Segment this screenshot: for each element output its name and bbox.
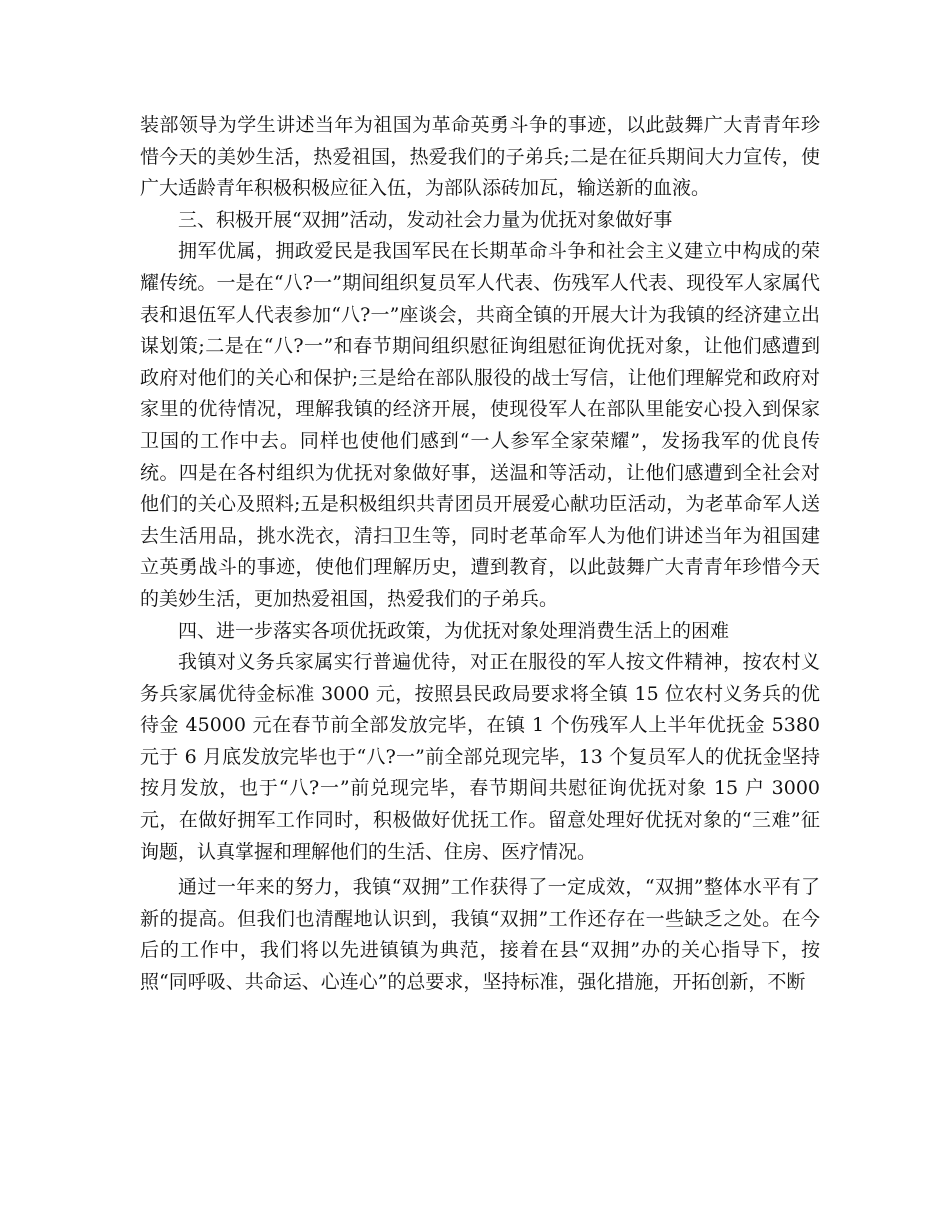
section-heading-4: 四、进一步落实各项优抚政策，为优抚对象处理消费生活上的困难	[178, 619, 730, 642]
paragraph-summary: 通过一年来的努力，我镇“双拥”工作获得了一定成效，“双拥”整体水平有了新的提高。但我们也清醒地认识到，我镇“双拥”工作还存在一些缺乏之处。在今后的工作中，我们将以先进镇镇为典范，接着在县“双拥”办的关心指导下，按照“同呼吸、共命运、心连心”的总要求，坚持标准，强化措施，开拓创新，不断	[140, 876, 820, 994]
section-heading-3: 三、积极开展“双拥”活动，发动社会力量为优抚对象做好事	[178, 208, 673, 231]
paragraph-continuation: 装部领导为学生讲述当年为祖国为革命英勇斗争的事迹，以此鼓舞广大青青年珍惜今天的美妙生活，热爱祖国，热爱我们的子弟兵;二是在征兵期间大力宣传，使广大适龄青年积极积极应征入伍，为部队添砖加瓦，输送新的血液。	[140, 114, 820, 200]
document-body	[140, 110, 820, 999]
paragraph-support-military: 拥军优属，拥政爱民是我国军民在长期革命斗争和社会主义建立中构成的荣耀传统。一是在“八?一”期间组织复员军人代表、伤残军人代表、现役军人家属代表和退伍军人代表参加“八?一”座谈会，共商全镇的开展大计为我镇的经济建立出谋划策;二是在“八?一”和春节期间组织慰征询组慰征询优抚对象，让他们感遭到政府对他们的关心和保护;三是给在部队服役的战士写信，让他们理解党和政府对家里的优待情况，理解我镇的经济开展，使现役军人在部队里能安心投入到保家卫国的工作中去。同样也使他们感到“一人参军全家荣耀”，发扬我军的优良传统。四是在各村组织为优抚对象做好事，送温和等活动，让他们感遭到全社会对他们的关心及照料;五是积极组织共青团员开展爱心献功臣活动，为老革命军人送去生活用品，挑水洗衣，清扫卫生等，同时老革命军人为他们讲述当年为祖国建立英勇战斗的事迹，使他们理解历史，遭到教育，以此鼓舞广大青青年珍惜今天的美妙生活，更加热爱祖国，热爱我们的子弟兵。	[140, 240, 820, 610]
paragraph-preferential-policy: 我镇对义务兵家属实行普遍优待，对正在服役的军人按文件精神，按农村义务兵家属优待金标准 3000 元，按照县民政局要求将全镇 15 位农村义务兵的优待金 45000 元在春节前全部发放完毕，在镇 1 个伤残军人上半年优抚金 5380 元于 6 月底发放完毕也于“八?一”前全部兑现完毕，13 个复员军人的优抚金坚持按月发放，也于“八?一”前兑现完毕，春节期间共慰征询优抚对象 15 户 3000 元，在做好拥军工作同时，积极做好优抚工作。留意处理好优抚对象的“三难”征询题，认真掌握和理解他们的生活、住房、医疗情况。	[140, 651, 820, 863]
